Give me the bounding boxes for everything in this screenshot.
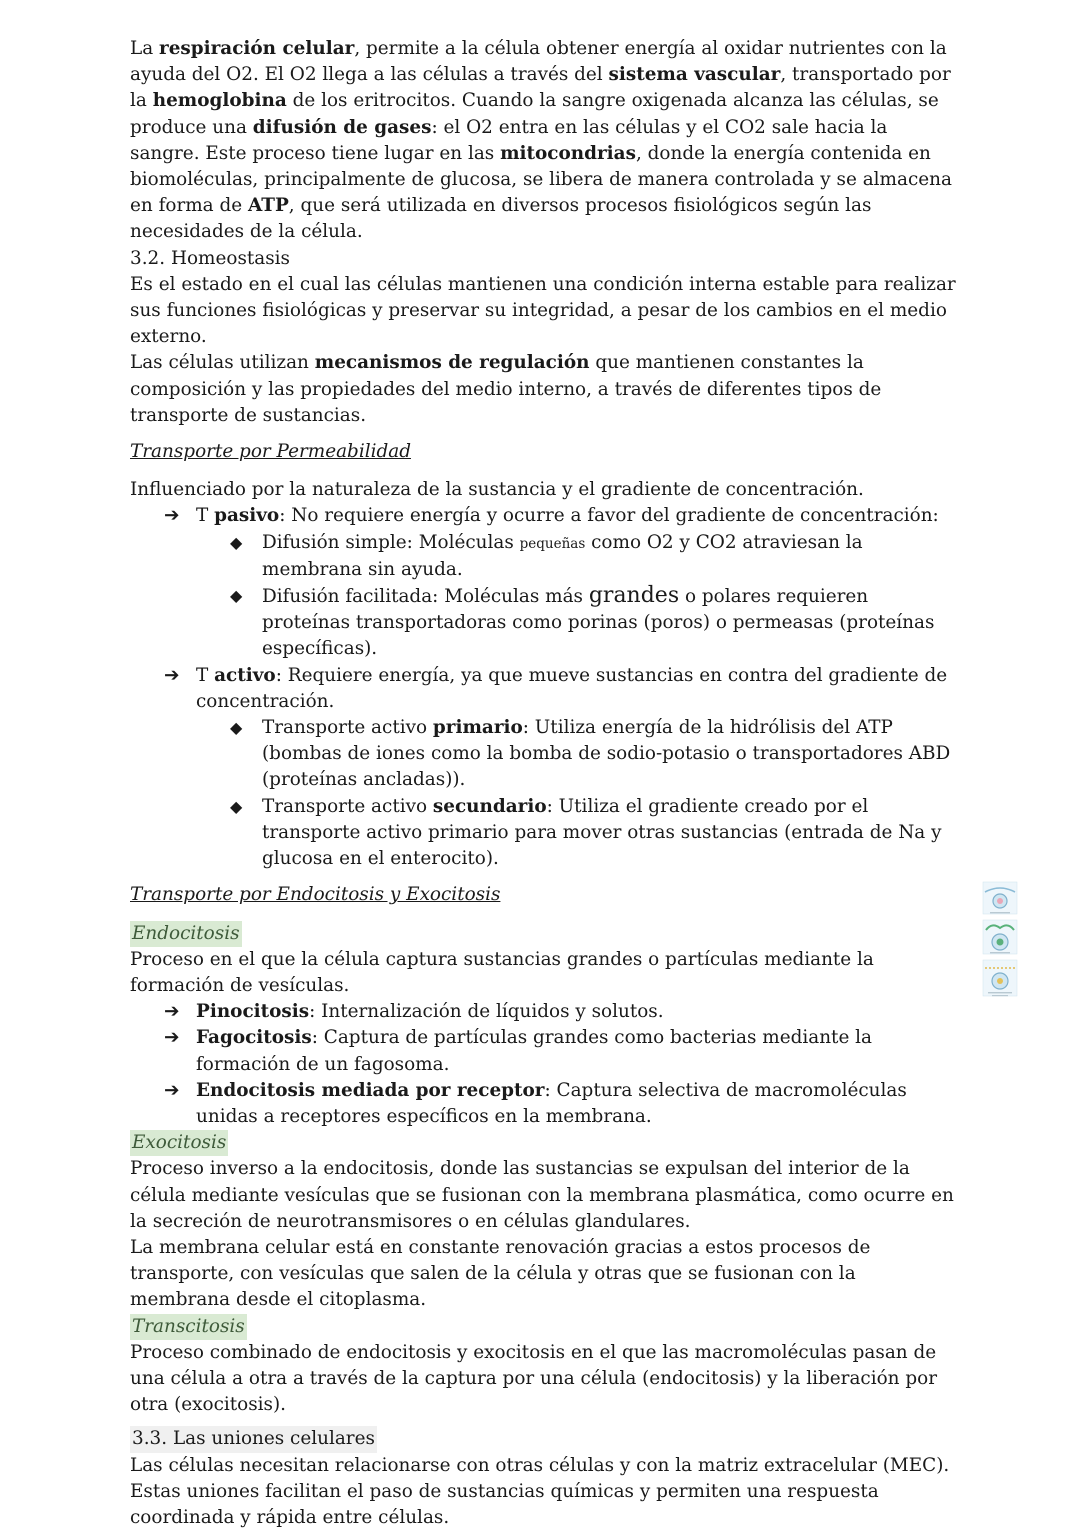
transcitosis-label: Transcitosis [130, 1314, 247, 1340]
list-item-endocitosis-receptor: ➔ Endocitosis mediada por receptor: Captura selectiva de macromoléculas unidas a receptores específicos en la membrana. [164, 1079, 907, 1127]
permeabilidad-intro: Influenciado por la naturaleza de la sustancia y el gradiente de concentración. [130, 479, 864, 501]
list-item-difusion-facilitada: ◆ Difusión facilitada: Moléculas más grandes o polares requieren proteínas transportadoras como porinas (poros) o permeasas (proteínas específicas). [230, 583, 935, 660]
endocitosis-label: Endocitosis [130, 921, 242, 947]
pinocytosis-thumbnail [983, 882, 1017, 914]
phagocytosis-thumbnail [983, 920, 1017, 954]
list-item-activo-secundario: ◆ Transporte activo secundario: Utiliza el gradiente creado por el transporte activo primario para mover otras sustancias (entrada de Na y glucosa en el enterocito). [230, 795, 942, 870]
arrow-icon: ➔ [164, 664, 180, 686]
arrow-icon: ➔ [164, 505, 180, 527]
endocytosis-thumbnail-image [980, 880, 1020, 1010]
intro-paragraph: La respiración celular, permite a la célula obtener energía al oxidar nutrientes con la ayuda del O2. El O2 llega a las células a través del sistema vascular, transportado por la hemoglobina de los eritrocitos. Cuando la sangre oxigenada alcanza las células, se produce una difusión de gases: el O2 entra en las células y el CO2 sale hacia la sangre. Este proceso tiene lugar en las mitocondrias, donde la energía contenida en biomoléculas, principalmente de glucosa, se libera de manera controlada y se almacena en forma de ATP, que será utilizada en diversos procesos fisiológicos según las necesidades de la célula. [130, 38, 952, 243]
exocitosis-paragraph-2: La membrana celular está en constante renovación gracias a estos procesos de transporte, con vesículas que salen de la célula y otras que se fusionan con la membrana desde el citoplasma. [130, 1236, 871, 1311]
arrow-icon: ➔ [164, 1079, 180, 1101]
transcitosis-label-row [130, 1314, 960, 1340]
list-item-activo: ➔ T activo: Requiere energía, ya que mueve sustancias en contra del gradiente de concentración. ◆ Transporte activo primario: Utiliza energía de la hidrólisis del ATP (bombas de iones como la bomba de sodio-potasio o transportadores ABD (proteínas ancladas)). ◆ Transporte activo secundario: Utiliza el gradiente creado por el transporte activo primario para mover otras sustancias (entrada de Na y glucosa en el enterocito). [130, 663, 960, 873]
uniones-heading-row [130, 1426, 960, 1452]
endo-exo-heading: Transporte por Endocitosis y Exocitosis [130, 884, 501, 906]
homeostasis-paragraph-1: Es el estado en el cual las células mantienen una condición interna estable para realizar sus funciones fisiológicas y preservar su integridad, a pesar de los cambios en el medio externo. [130, 273, 956, 348]
list-item-fagocitosis: ➔ Fagocitosis: Captura de partículas grandes como bacterias mediante la formación de un fagosoma. [164, 1027, 873, 1075]
spacer [130, 1418, 960, 1426]
homeostasis-paragraph-2: Las células utilizan mecanismos de regulación que mantienen constantes la composición y las propiedades del medio interno, a través de diferentes tipos de transporte de sustancias. [130, 352, 882, 426]
arrow-icon: ➔ [164, 1001, 180, 1023]
endocitosis-list [130, 999, 960, 1130]
exocitosis-label-row [130, 1130, 960, 1156]
diamond-icon: ◆ [230, 532, 243, 552]
diamond-icon: ◆ [230, 586, 243, 606]
document-body [130, 36, 960, 1531]
list-item-activo-primario: ◆ Transporte activo primario: Utiliza energía de la hidrólisis del ATP (bombas de iones como la bomba de sodio-potasio o transportadores ABD (proteínas ancladas)). [230, 717, 951, 791]
list-item-difusion-simple: ◆ Difusión simple: Moléculas pequeñas como O2 y CO2 atraviesan la membrana sin ayuda. [230, 531, 863, 580]
uniones-heading: 3.3. Las uniones celulares [130, 1426, 377, 1452]
homeostasis-heading: 3.2. Homeostasis [130, 247, 290, 269]
arrow-icon: ➔ [164, 1027, 180, 1049]
endocitosis-label-row [130, 921, 960, 947]
activo-sublist [196, 715, 960, 872]
endocitosis-desc: Proceso en el que la célula captura sustancias grandes o partículas mediante la formación de vesículas. [130, 948, 874, 996]
receptor-endocytosis-thumbnail [983, 960, 1017, 996]
list-item-pasivo: ➔ T pasivo: No requiere energía y ocurre a favor del gradiente de concentración: ◆ Difusión simple: Moléculas pequeñas como O2 y CO2 atraviesan la membrana sin ayuda. ◆ Difusión facilitada: Moléculas más grandes o polares requieren proteínas transportadoras como porinas (poros) o permeasas (proteínas específicas). [130, 503, 960, 662]
exocitosis-paragraph-1: Proceso inverso a la endocitosis, donde las sustancias se expulsan del interior de la célula mediante vesículas que se fusionan con la membrana plasmática, como ocurre en la secreción de neurotransmisores o en células glandulares. [130, 1158, 954, 1232]
permeabilidad-heading: Transporte por Permeabilidad [130, 441, 411, 463]
transcitosis-desc: Proceso combinado de endocitosis y exocitosis en el que las macromoléculas pasan de una célula a otra a través de la captura por una célula (endocitosis) y la liberación por otra (exocitosis). [130, 1341, 937, 1416]
pasivo-sublist [196, 530, 960, 663]
diamond-icon: ◆ [230, 796, 243, 816]
exocitosis-label: Exocitosis [130, 1130, 228, 1156]
list-item-pinocitosis: ➔ Pinocitosis: Internalización de líquidos y solutos. [130, 999, 960, 1025]
diamond-icon: ◆ [230, 718, 243, 738]
uniones-desc: Las células necesitan relacionarse con otras células y con la matriz extracelular (MEC). Estas uniones facilitan el paso de sustancias químicas y permiten una respuesta coordinada y rápida entre células. [130, 1454, 950, 1528]
permeabilidad-list [130, 503, 960, 872]
